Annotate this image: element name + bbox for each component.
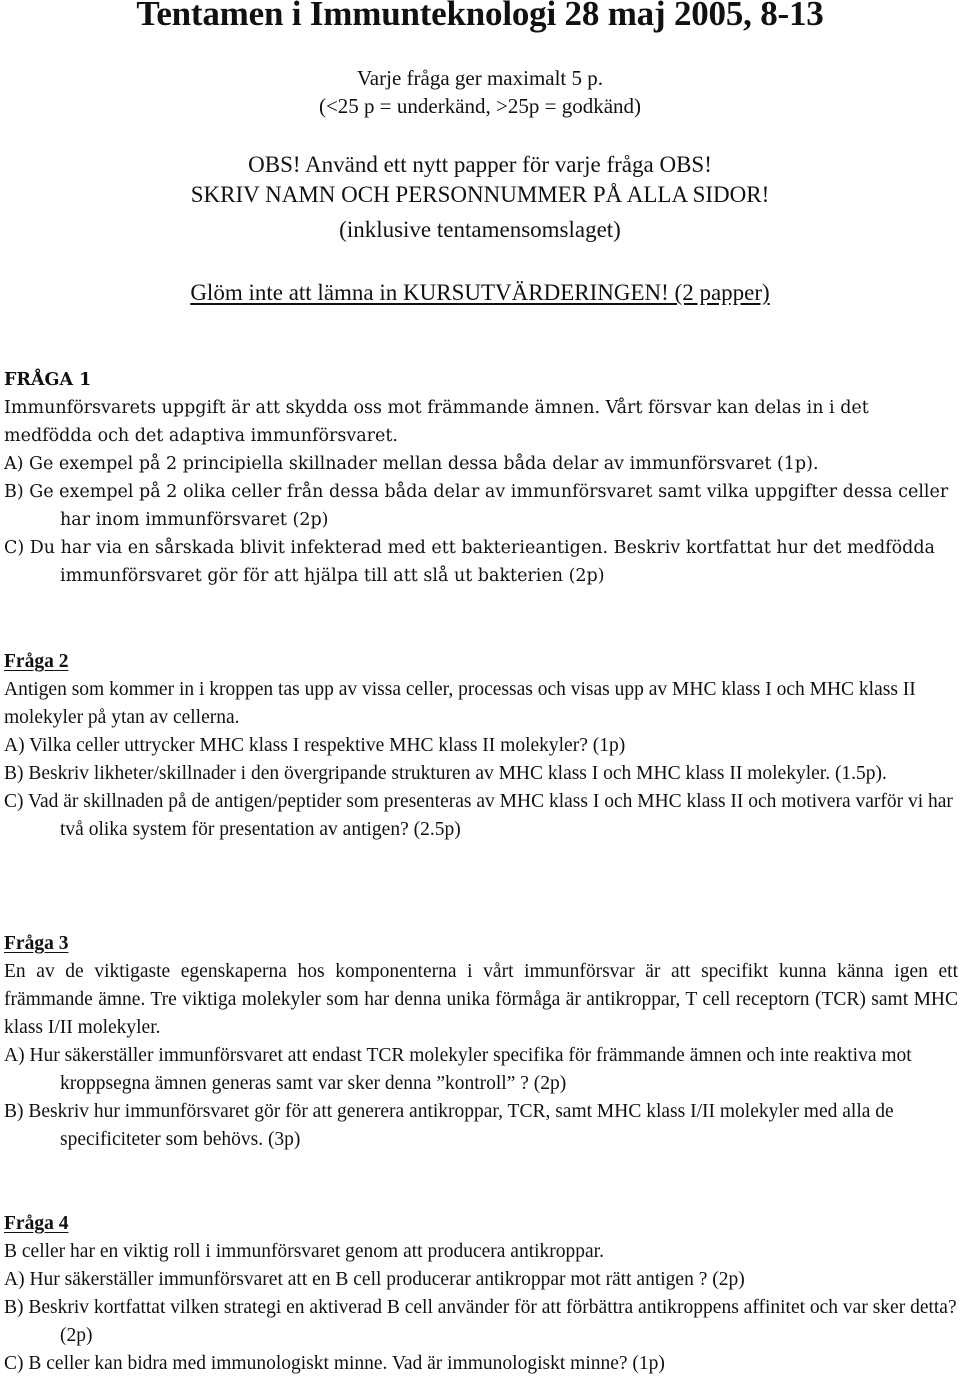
question-2-part-a: A) Vilka celler uttrycker MHC klass I respektive MHC klass II molekyler? (1p) xyxy=(4,735,626,756)
question-4 xyxy=(4,1210,958,1378)
evaluation-reminder-text: Glöm inte att lämna in KURSUTVÄRDERINGEN! (2 papper) xyxy=(190,280,770,305)
evaluation-reminder xyxy=(0,280,960,306)
question-2-part-c: C) Vad är skillnaden på de antigen/peptider som presenteras av MHC klass I och MHC klass II och motivera varför vi har två olika system för presentation av antigen? (2.5p) xyxy=(4,791,953,840)
question-2-intro: Antigen som kommer in i kroppen tas upp av vissa celler, processas och visas upp av MHC klass I och MHC klass II molekyler på ytan av cellerna. xyxy=(4,679,916,728)
question-1 xyxy=(4,366,958,590)
question-3 xyxy=(4,930,958,1154)
name-instruction: SKRIV NAMN OCH PERSONNUMMER PÅ ALLA SIDOR! xyxy=(190,182,770,207)
question-4-heading: Fråga 4 xyxy=(4,1213,69,1234)
question-3-part-b: B) Beskriv hur immunförsvaret gör för att generera antikroppar, TCR, samt MHC klass I/II molekyler med alla de specificiteter som behövs. (3p) xyxy=(4,1101,894,1150)
question-2-heading: Fråga 2 xyxy=(4,651,69,672)
obs-note: OBS! Använd ett nytt papper för varje fråga OBS! xyxy=(248,152,712,177)
question-3-heading: Fråga 3 xyxy=(4,933,69,954)
question-1-intro: Immunförsvarets uppgift är att skydda oss mot främmande ämnen. Vårt försvar kan delas in i det medfödda och det adaptiva immunförsvaret. xyxy=(4,398,869,446)
question-4-part-c: C) B celler kan bidra med immunologiskt minne. Vad är immunologiskt minne? (1p) xyxy=(4,1353,665,1374)
inclusive-note: (inklusive tentamensomslaget) xyxy=(339,217,621,242)
max-points-note: Varje fråga ger maximalt 5 p. xyxy=(356,66,604,90)
question-3-part-a: A) Hur säkerställer immunförsvaret att endast TCR molekyler specifika för främmande ämnen och inte reaktiva mot kroppsegna ämnen generas samt var sker denna ”kontroll” ? (2p) xyxy=(4,1045,912,1094)
grading-note: (<25 p = underkänd, >25p = godkänd) xyxy=(318,94,642,118)
question-4-part-a: A) Hur säkerställer immunförsvaret att en B cell producerar antikroppar mot rätt antigen ? (2p) xyxy=(4,1269,745,1290)
question-1-part-b: B) Ge exempel på 2 olika celler från dessa båda delar av immunförsvaret samt vilka uppgifter dessa celler har inom immunförsvaret (2p) xyxy=(4,482,949,530)
question-1-heading: FRÅGA 1 xyxy=(4,370,92,390)
question-1-part-a: A) Ge exempel på 2 principiella skillnader mellan dessa båda delar av immunförsvaret (1p). xyxy=(4,454,819,474)
question-4-intro: B celler har en viktig roll i immunförsvaret genom att producera antikroppar. xyxy=(4,1241,604,1262)
question-4-part-b: B) Beskriv kortfattat vilken strategi en aktiverad B cell använder för att förbättra antikroppens affinitet och var sker detta? (2p) xyxy=(4,1297,957,1346)
question-2-part-b: B) Beskriv likheter/skillnader i den övergripande strukturen av MHC klass I och MHC klass II molekyler. (1.5p). xyxy=(4,763,887,784)
question-2 xyxy=(4,648,958,844)
question-3-intro: En av de viktigaste egenskaperna hos komponenterna i vårt immunförsvar är att specifikt kunna känna igen ett främmande ämne. Tre viktiga molekyler som har denna unika förmåga är antikroppar, T cell receptorn (TCR) samt MHC klass I/II molekyler. xyxy=(4,961,958,1038)
question-1-part-c: C) Du har via en sårskada blivit infekterad med ett bakterieantigen. Beskriv kortfattat hur det medfödda immunförsvaret gör för att hjälpa till att slå ut bakterien (2p) xyxy=(4,538,935,586)
exam-title: Tentamen i Immunteknologi 28 maj 2005, 8-13 xyxy=(136,0,824,33)
